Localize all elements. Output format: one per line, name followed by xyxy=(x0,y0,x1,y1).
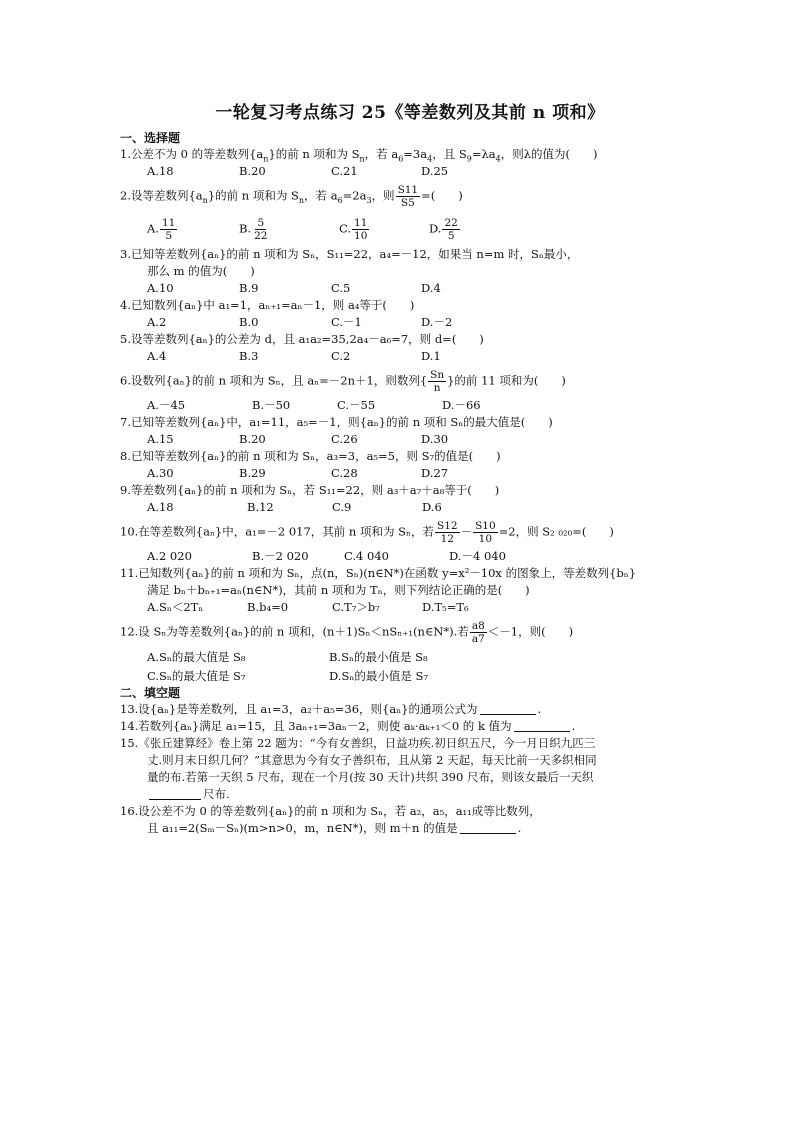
q4-stem: 4.已知数列{aₙ}中 a₁=1，aₙ₊₁=aₙ－1，则 a₄等于( ) xyxy=(120,297,415,312)
question-4 xyxy=(120,297,680,331)
option-d: D.27 xyxy=(421,465,449,480)
option-a: A.15 xyxy=(147,431,174,446)
option-d: D.6 xyxy=(422,499,442,514)
option-d: D.30 xyxy=(421,431,449,446)
page-title: 一轮复习考点练习 25《等差数列及其前 n 项和》 xyxy=(215,103,605,123)
question-6 xyxy=(120,365,680,414)
section-choice: 一、选择题 xyxy=(120,131,181,145)
option-b: B.12 xyxy=(247,499,274,514)
q2-stem: 2.设等差数列$\{a_n\}$的前 n 项和为 $S_n$，若 $a_6=2a_3$，则 $\frac{S11}{S5}$ =( ) xyxy=(120,183,463,209)
option-c: C.9 xyxy=(332,499,352,514)
answer-blank[interactable] xyxy=(149,789,201,800)
q15-stem-line3: 量的布.若第一天织 5 尺布，现在一个月(按 30 天计)共织 390 尺布，则该女最后一天织 xyxy=(147,769,594,784)
option-a: A.2 020 xyxy=(147,548,192,563)
q3-stem-line2: 那么 m 的值为( ) xyxy=(147,263,255,278)
option-d: D.1 xyxy=(421,348,441,363)
answer-blank[interactable] xyxy=(460,823,516,834)
q15-stem-line1: 15.《张丘建算经》卷上第 22 题为：“今有女善织，日益功疾.初日织五尺，今一月日织九匹三 xyxy=(120,735,596,750)
q6-fraction: $\frac{Sn}{n}$ xyxy=(430,368,445,394)
option-d: D.Sₙ的最小值是 S₇ xyxy=(329,668,428,683)
option-a: A.4 xyxy=(147,348,167,363)
option-b: B.－50 xyxy=(252,397,291,412)
option-c: C.－55 xyxy=(337,397,376,412)
option-c: C.Sₙ的最大值是 S₇ xyxy=(147,668,246,683)
option-c: C.26 xyxy=(331,431,358,446)
option-d: D.T₅=T₆ xyxy=(422,599,469,614)
question-14: 14.若数列{aₙ}满足 a₁=15，且 3aₙ₊₁=3aₙ－2，则使 aₖ·aₖ₊₁＜0 的 k 值为 . xyxy=(120,718,576,733)
question-8 xyxy=(120,448,680,482)
option-d: D.4 xyxy=(421,280,441,295)
option-d: D.25 xyxy=(421,163,449,178)
option-a: A.30 xyxy=(147,465,174,480)
section-fill: 二、填空题 xyxy=(120,686,181,700)
question-10 xyxy=(120,516,680,565)
q1-stem: 1.公差不为 0 的等差数列$\{a_n\}$的前 n 项和为 $S_n$，若 $a_6=3a_4$，且 $S_9=\lambda a_4$，则λ的值为( ) xyxy=(120,146,598,164)
option-a: A.18 xyxy=(147,499,174,514)
option-b: B.0 xyxy=(239,314,259,329)
option-d: D.－66 xyxy=(442,397,481,412)
answer-blank[interactable] xyxy=(480,704,536,715)
q2-fraction: $\frac{S11}{S5}$ xyxy=(397,183,419,209)
option-a: A.18 xyxy=(147,163,174,178)
question-2 xyxy=(120,180,680,246)
q7-stem: 7.已知等差数列{aₙ}中，a₁=11，a₅=－1，则{aₙ}的前 n 项和 Sₙ的最大值是( ) xyxy=(120,414,553,429)
option-d: D. $\frac{22}{5}$ xyxy=(429,216,458,242)
question-3 xyxy=(120,246,680,297)
option-c: C.－1 xyxy=(331,314,362,329)
option-b: B.－2 020 xyxy=(252,548,309,563)
question-15 xyxy=(120,735,680,803)
option-b: B.3 xyxy=(239,348,259,363)
option-c: C.28 xyxy=(331,465,358,480)
question-1 xyxy=(120,146,680,180)
q8-stem: 8.已知等差数列{aₙ}的前 n 项和为 Sₙ，a₃=3，a₅=5，则 S₇的值是( ) xyxy=(120,448,501,463)
q15-stem-line2: 丈.则月末日织几何？”其意思为今有女子善织布，且从第 2 天起，每天比前一天多织相同 xyxy=(147,752,597,767)
q3-stem-line1: 3.已知等差数列{aₙ}的前 n 项和为 Sₙ，S₁₁=22，a₄=－12，如果当 n=m 时，Sₙ最小， xyxy=(120,246,579,261)
option-d: D.－2 xyxy=(421,314,453,329)
option-a: A.－45 xyxy=(147,397,186,412)
worksheet xyxy=(120,105,680,837)
option-b: B. $\frac{5}{22}$ xyxy=(239,216,268,242)
option-b: B.20 xyxy=(239,431,266,446)
option-a: A.10 xyxy=(147,280,174,295)
q11-stem-line2: 满足 bₙ＋bₙ₊₁=aₙ(n∈N*)，其前 n 项和为 Tₙ，则下列结论正确的是( ) xyxy=(147,582,530,597)
option-b: B.29 xyxy=(239,465,266,480)
option-a: A.Sₙ＜2Tₙ xyxy=(147,599,204,614)
question-12 xyxy=(120,616,680,685)
question-7 xyxy=(120,414,680,448)
q16-stem-line1: 16.设公差不为 0 的等差数列{aₙ}的前 n 项和为 Sₙ，若 a₂，a₅，a₁₁成等比数列， xyxy=(120,803,541,818)
question-13: 13.设{aₙ}是等差数列，且 a₁=3，a₂＋a₅=36，则{aₙ}的通项公式为 . xyxy=(120,701,542,716)
question-11 xyxy=(120,565,680,616)
option-b: B.20 xyxy=(239,163,266,178)
q10-stem: 10.在等差数列{aₙ}中，a₁=－2 017，其前 n 项和为 Sₙ，若 $\frac{S12}{12}$ － $\frac{S10}{10}$ =2，则 S₂ ₀₂₀=( ) xyxy=(120,519,614,545)
option-b: B.9 xyxy=(239,280,259,295)
question-16: 16.设公差不为 0 的等差数列{aₙ}的前 n 项和为 Sₙ，若 a₂，a₅，a₁₁成等比数列， 且 a₁₁=2(Sₘ－Sₙ)(m>n>0，m，n∈N*)，则 m＋n 的值是 . xyxy=(120,803,680,837)
q15-stem-line4: 尺布. xyxy=(203,786,230,801)
option-a: A.Sₙ的最大值是 S₈ xyxy=(147,650,246,665)
q12-fraction: $\frac{a8}{a7}$ xyxy=(471,619,485,645)
answer-blank[interactable] xyxy=(514,721,570,732)
option-c: C.2 xyxy=(331,348,351,363)
option-a: A.2 xyxy=(147,314,167,329)
option-a: A. $\frac{11}{5}$ xyxy=(147,216,176,242)
option-c: C.4 040 xyxy=(344,548,389,563)
option-c: C.T₇＞b₇ xyxy=(332,599,380,614)
option-c: C.5 xyxy=(331,280,351,295)
option-d: D.－4 040 xyxy=(449,548,506,563)
option-c: C. $\frac{11}{10}$ xyxy=(339,216,368,242)
q12-stem: 12.设 Sₙ为等差数列{aₙ}的前 n 项和，(n＋1)Sₙ＜nSₙ₊₁(n∈N*).若 $\frac{a8}{a7}$ ＜－1，则( ) xyxy=(120,619,574,645)
option-b: B.Sₙ的最小值是 S₈ xyxy=(329,650,428,665)
q5-stem: 5.设等差数列{aₙ}的公差为 d，且 a₁a₂=35,2a₄－a₆=7，则 d=( ) xyxy=(120,331,484,346)
q6-stem: 6.设数列{aₙ}的前 n 项和为 Sₙ，且 aₙ=－2n＋1，则数列{ $\frac{Sn}{n}$ }的前 11 项和为( ) xyxy=(120,368,566,394)
question-5 xyxy=(120,331,680,365)
q9-stem: 9.等差数列{aₙ}的前 n 项和为 Sₙ，若 S₁₁=22，则 a₃＋a₇＋a₈等于( ) xyxy=(120,482,500,497)
option-b: B.b₄=0 xyxy=(247,599,289,614)
q16-stem-line2: 且 a₁₁=2(Sₘ－Sₙ)(m>n>0，m，n∈N*)，则 m＋n 的值是 xyxy=(147,820,458,835)
option-c: C.21 xyxy=(331,163,358,178)
question-9 xyxy=(120,482,680,516)
q11-stem-line1: 11.已知数列{aₙ}的前 n 项和为 Sₙ，点(n，Sₙ)(n∈N*)在函数 y=x²－10x 的图象上，等差数列{bₙ} xyxy=(120,565,637,580)
